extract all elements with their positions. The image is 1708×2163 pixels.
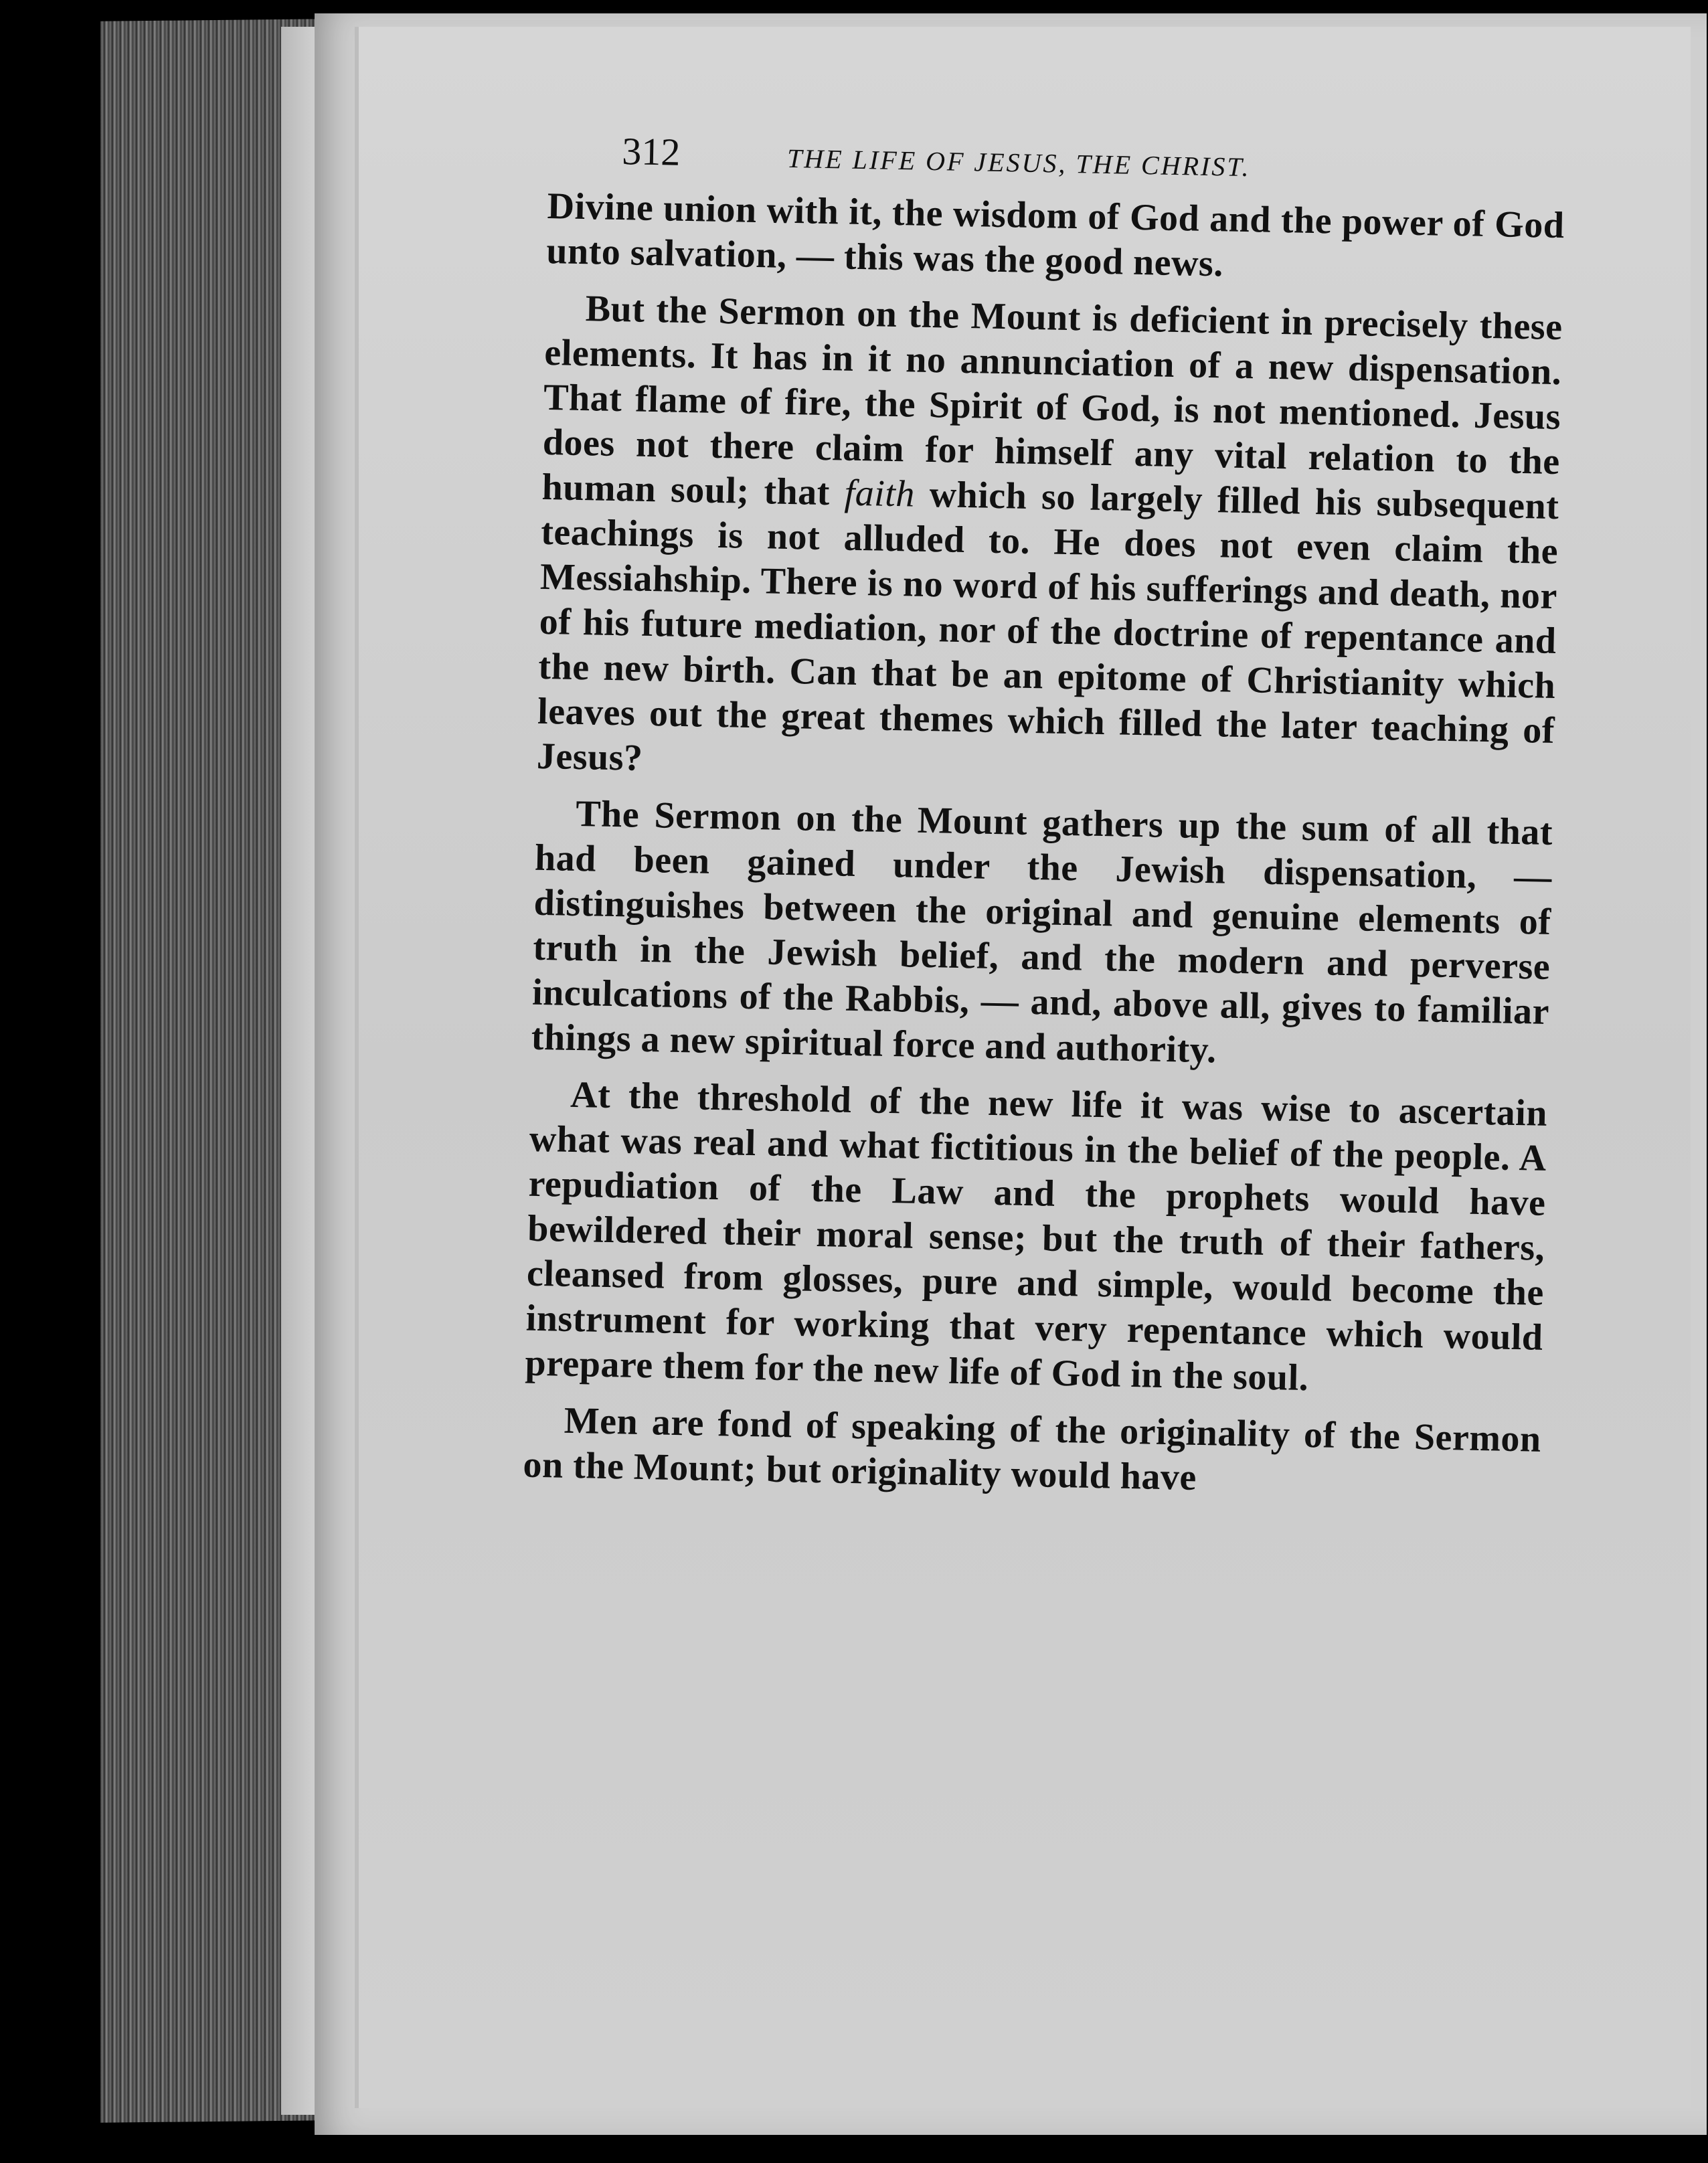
paragraph-1: Divine union with it, the wisdom of God and the power of God unto salvation, — this was the good news. <box>545 185 1565 285</box>
paragraph-4: At the threshold of the new life it was wise to ascertain what was real and what fictitious in the belief of the people. A repudiation of the Law and the prophets would have bewildered their moral sense; but the truth of their fathers, cleansed from glosses, pure and simple, would become the instrument for working that very repentance which would prepare them for the new life of God in the soul. <box>524 1073 1548 1399</box>
paragraph-2 <box>536 286 1563 798</box>
paragraph-2-emphasis: faith <box>844 472 916 515</box>
page-number: 312 <box>621 129 681 174</box>
paragraph-2-text-before: But the Sermon on the Mount is deficient in precisely these elements. It has in it no annunciation of a new dispensation. That flame of fire, the Spirit of God, is not mentioned. Jesus does not there claim for himself any vital relation to the human soul; that <box>541 288 1563 514</box>
paragraph-5: Men are fond of speaking of the originality of the Sermon on the Mount; but originality would have <box>523 1399 1542 1498</box>
paragraph-2-text-after: which so largely filled his subsequent teachings is not alluded to. He does not even claim the Messiahship. There is no word of his sufferings and death, nor of his future mediation, nor of the doctrine of repentance and the new birth. Can that be an epitome of Christianity which leaves out the great themes which filled the later teaching of Jesus? <box>536 473 1559 779</box>
running-head-title: THE LIFE OF JESUS, THE CHRIST. <box>786 143 1252 183</box>
paragraph-3: The Sermon on the Mount gathers up the sum of all that had been gained under the Jewish dispensation, — distinguishes between the original and genuine elements of truth in the Jewish belief, and the modern and perverse inculcations of the Rabbis, — and, above all, gives to familiar things a new spiritual force and authority. <box>531 792 1553 1071</box>
text-block <box>523 127 1566 1519</box>
